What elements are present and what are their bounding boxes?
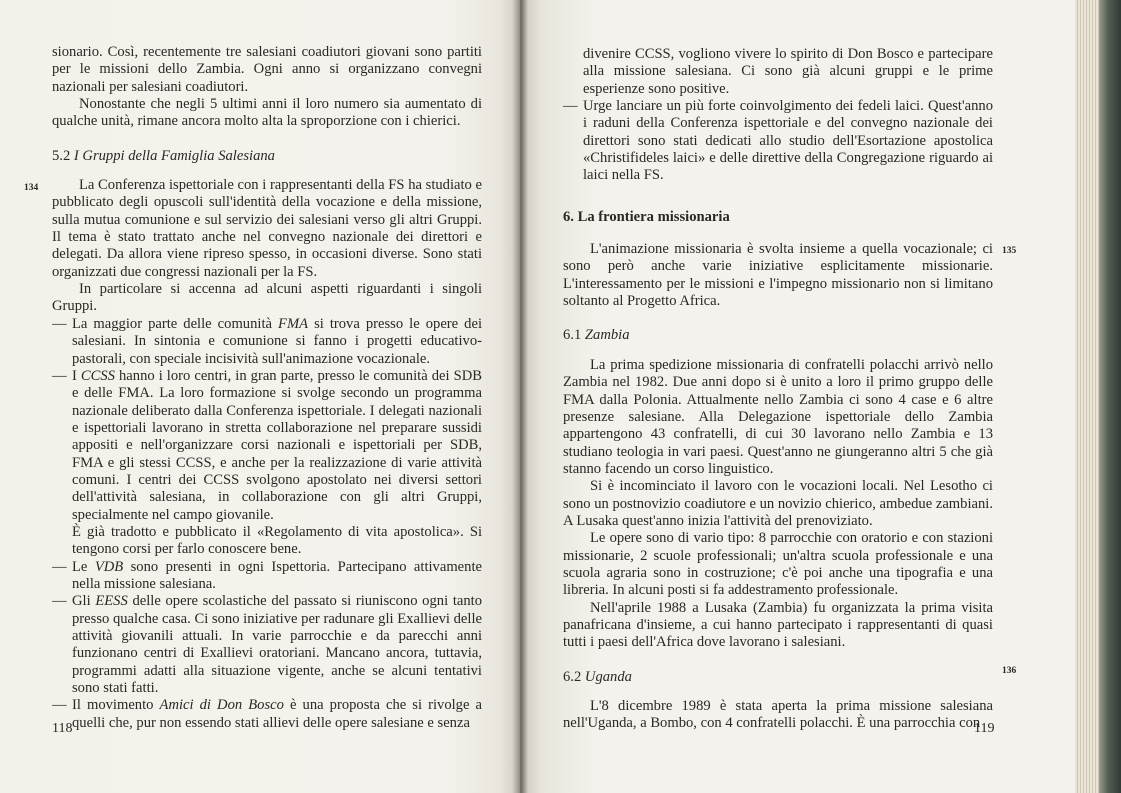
paragraph: Nonostante che negli 5 ultimi anni il loro numero sia aumentato di qualche unità, rimane ancora molto alta la sproporzione con i chierici. bbox=[52, 96, 482, 130]
list-item-term: VDB bbox=[94, 558, 124, 575]
list-item-text: Il movimento bbox=[72, 697, 160, 714]
page-number: 119 bbox=[974, 721, 995, 736]
list-item-text: I bbox=[72, 367, 81, 384]
list-item-text: La maggior parte delle comunità bbox=[72, 315, 279, 332]
list-item-text: delle opere scolastiche del passato si riuniscono ogni tanto presso qualche casa. Ci sono iniziative per radunare gli Exallievi delle attività giovanili attuali. In varie parrocchie e da parecchi anni funzionano centri di Exallievi oratoriani. Mancano ancora, tuttavia, programmi adatti alla situazione vigente, anche se alcuni tentativi sono stati fatti. bbox=[72, 593, 482, 697]
margin-number: 136 bbox=[1002, 666, 1017, 676]
section-title: Zambia bbox=[584, 327, 630, 344]
list-item-text: si trova presso le opere dei salesiani. In sintonia e comunione si fanno i progetti educativo-pastorali, con speciale incisività sull'animazione vocazionale. bbox=[72, 315, 483, 367]
paragraph: L'animazione missionaria è svolta insieme a quella vocazionale; ci sono però anche varie iniziative esplicitamente missionarie. L'interessamento per le missioni e l'impegno missionario non si limitano soltanto al Progetto Africa. bbox=[563, 241, 993, 310]
page-edges bbox=[1075, 0, 1121, 793]
list-item-laici: — Urge lanciare un più forte coinvolgimento dei fedeli laici. Quest'anno i raduni della Conferenza ispettoriale e del convegno nazionale dei direttori sono stati dedicati allo studio dell'Esortazione apostolica «Christifideles laici» e delle direttive della Congregazione riguardo ai laici nella FS. bbox=[563, 98, 993, 185]
list-item-vdb bbox=[52, 559, 482, 594]
section-title: I Gruppi della Famiglia Salesiana bbox=[73, 147, 275, 164]
book-cover-edge bbox=[1099, 0, 1121, 793]
list-item-continuation: divenire CCSS, vogliono vivere lo spirito di Don Bosco e partecipare alla missione salesiana. Ci sono già alcuni gruppi e le prime esperienze sono positive. bbox=[583, 46, 993, 97]
list-item-term: CCSS bbox=[80, 367, 115, 384]
section-heading-6: 6. La frontiera missionaria bbox=[563, 208, 730, 225]
left-page-text bbox=[52, 44, 482, 732]
paragraph: La prima spedizione missionaria di confratelli polacchi arrivò nello Zambia nel 1982. Due anni dopo si è unito a loro il primo gruppo delle FMA dalla Polonia. Attualmente nello Zambia ci sono 4 case e 6 altre presenze salesiane. Alla Delegazione ispettoriale dello Zambia appartengono 43 confratelli, di cui 30 lavorano nello Zambia e 13 studiano teologia in vari paesi. Quest'anno ne giungeranno altri 5 che già stanno facendo un corso linguistico. bbox=[563, 356, 993, 477]
section-heading-5-2 bbox=[52, 148, 482, 165]
page-number: 118 bbox=[52, 721, 73, 736]
list-item-text: sono presenti in ogni Ispettoria. Partecipano attivamente nella missione salesiana. bbox=[72, 558, 482, 592]
paragraph: La Conferenza ispettoriale con i rappresentanti della FS ha studiato e pubblicato degli opuscoli sull'identità della vocazione e della missione, sulla mutua comunione e sul servizio dei salesiani verso gli altri Gruppi. Il tema è stato trattato anche nel convegno nazionale dei direttori e delegati. Da allora viene ripreso spesso, in occasioni diverse. Sono stati organizzati due congressi nazionali per la FS. bbox=[52, 177, 482, 280]
section-number: 6.1 bbox=[563, 327, 582, 344]
section-heading-6-2 bbox=[563, 669, 993, 686]
paragraph: Si è incominciato il lavoro con le vocazioni locali. Nel Lesotho ci sono un postnovizio coadiutore e un novizio chierico, ambedue zambiani. A Lusaka quest'anno inizia l'attività del prenoviziato. bbox=[563, 478, 993, 529]
right-page bbox=[520, 0, 1075, 793]
list-item-ccss bbox=[52, 368, 482, 524]
list-item-term: Amici di Don Bosco bbox=[159, 697, 284, 714]
list-item-continuation: È già tradotto e pubblicato il «Regolamento di vita apostolica». Si tengono corsi per farlo conoscere bene. bbox=[72, 523, 482, 558]
list-item-text: è una proposta che si rivolge a quelli che, pur non essendo stati allievi delle opere salesiane e senza bbox=[72, 697, 482, 731]
list-item-text: hanno i loro centri, in gran parte, presso le comunità dei SDB e delle FMA. La loro formazione si svolge secondo un programma nazionale deliberato dalla Conferenza ispettoriale. I delegati nazionali e ispettoriali lavorano in stretta collaborazione nel preparare sussidi appositi e nell'organizzare corsi nazionali e ispettoriali per SDB, FMA e gli stessi CCSS, e anche per la realizzazione di varie attività comuni. I centri dei CCSS svolgono apostolato nei diversi settori dell'attività salesiana, in collaborazione con gli altri Gruppi, specialmente nel campo giovanile. bbox=[72, 367, 482, 523]
paragraph: Le opere sono di vario tipo: 8 parrocchie con oratorio e con stazioni missionarie, 2 scuole professionali; un'altra scuola professionale e una scuola agraria sono in costruzione; c'è poi anche una tipografia e una libreria. In alcuni posti si fa addestramento professionale. bbox=[563, 530, 993, 599]
list-item-term: EESS bbox=[95, 593, 128, 610]
margin-number: 134 bbox=[24, 183, 39, 193]
left-page bbox=[0, 0, 520, 793]
paragraph: In particolare si accenna ad alcuni aspetti riguardanti i singoli Gruppi. bbox=[52, 281, 482, 315]
book-gutter bbox=[512, 0, 528, 793]
list-item-amici bbox=[52, 697, 482, 732]
section-number: 5.2 bbox=[52, 147, 71, 164]
list-item-term: FMA bbox=[278, 315, 309, 332]
section-title: Uganda bbox=[584, 668, 632, 685]
list-item-fma bbox=[52, 316, 482, 368]
paragraph: sionario. Così, recentemente tre salesiani coadiutori giovani sono partiti per le missioni dello Zambia. Ogni anno si organizzano convegni nazionali per salesiani coadiutori. bbox=[52, 44, 482, 95]
paragraph: L'8 dicembre 1989 è stata aperta la prima missione salesiana nell'Uganda, a Bombo, con 4 confratelli polacchi. È una parrocchia con bbox=[563, 698, 993, 732]
section-heading-6-1 bbox=[563, 327, 993, 344]
paragraph: Nell'aprile 1988 a Lusaka (Zambia) fu organizzata la prima visita panafricana d'insieme, a cui hanno partecipato i rappresentanti di quasi tutti i paesi dell'Africa dove lavorano i salesiani. bbox=[563, 599, 993, 651]
list-item-text: Le bbox=[72, 558, 95, 575]
margin-number: 135 bbox=[1002, 246, 1017, 256]
section-number: 6.2 bbox=[563, 668, 582, 685]
right-page-text bbox=[563, 46, 993, 733]
list-item-eess bbox=[52, 593, 482, 697]
list-item-text: Gli bbox=[72, 593, 96, 610]
